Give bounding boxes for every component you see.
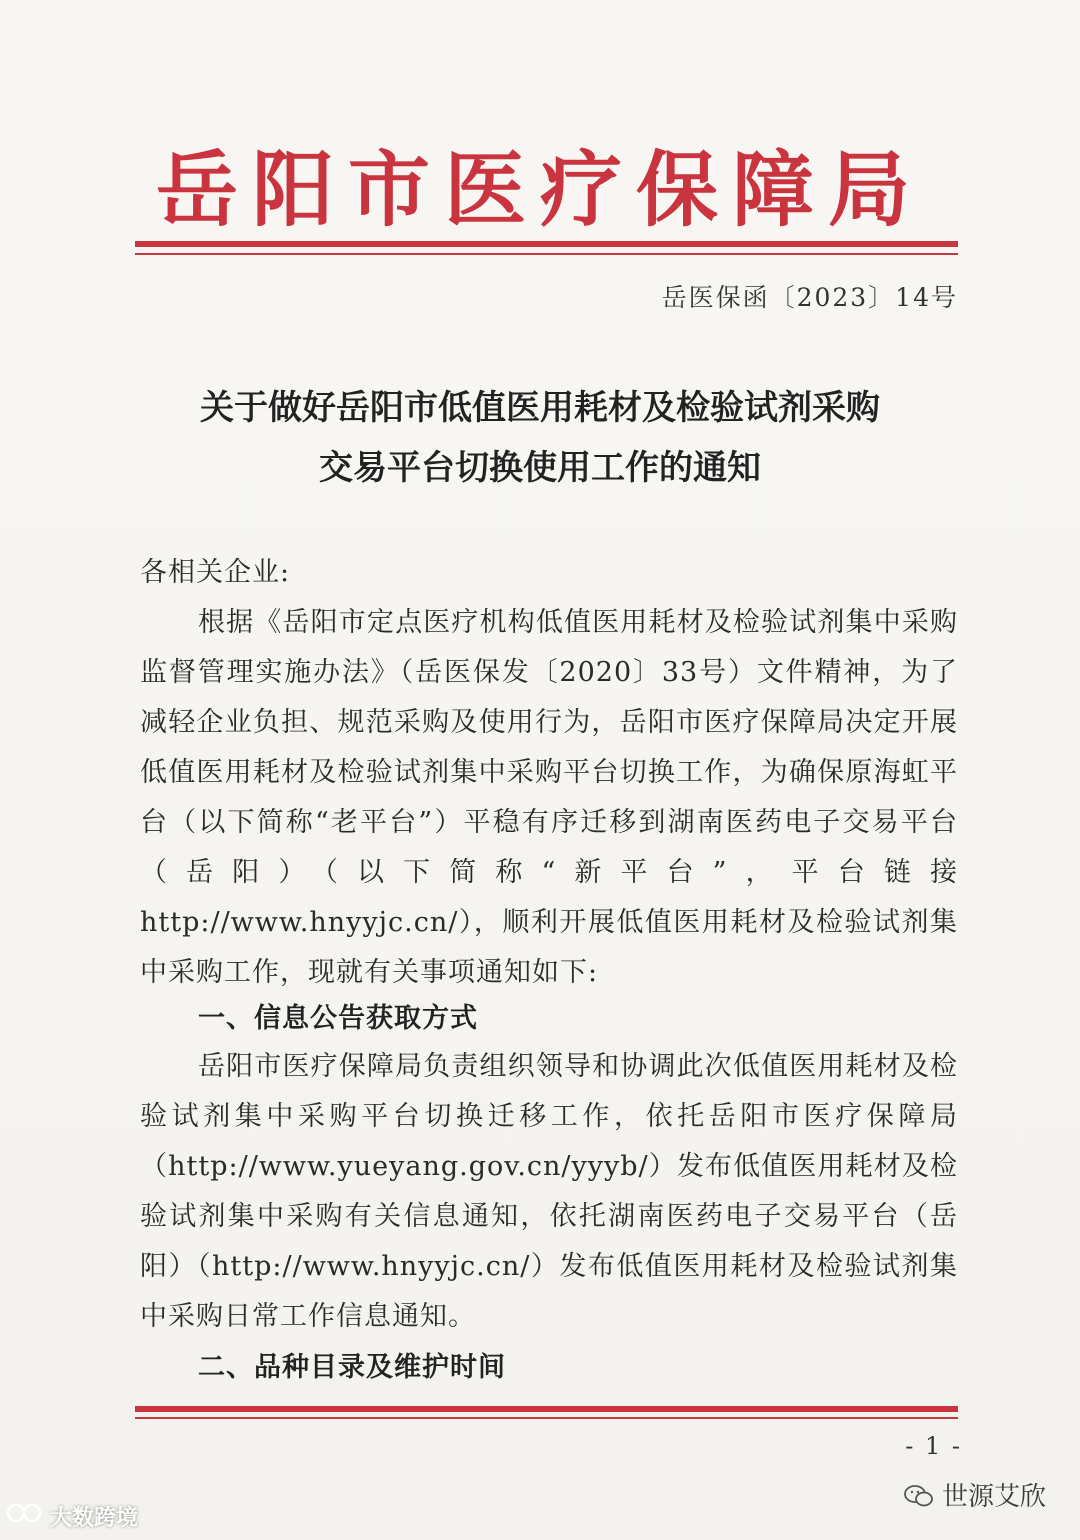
- section-heading-1: 一、信息公告获取方式: [198, 1003, 478, 1034]
- salutation: 各相关企业:: [140, 557, 291, 588]
- wechat-icon: [904, 1484, 932, 1506]
- body-paragraph-2: 岳阳市医疗保障局负责组织领导和协调此次低值医用耗材及检验试剂集中采购平台切换迁移工作，依托岳阳市医疗保障局（http://www.yueyang.gov.cn/yyyb/）发布低值医用耗材及检验试剂集中采购有关信息通知，依托湖南医药电子交易平台（岳阳）（http://www.hnyyjc.cn/）发布低值医用耗材及检验试剂集中采购日常工作信息通知。: [140, 1051, 958, 1332]
- letterhead-rule-thin: [135, 253, 958, 255]
- watermark-right-text: 世源艾欣: [941, 1482, 1046, 1512]
- footer-rule-thick: [135, 1406, 958, 1412]
- document-title-line-2: 交易平台切换使用工作的通知: [319, 448, 761, 488]
- watermark-right: [904, 1476, 1046, 1513]
- document-number: 岳医保函〔2023〕14号: [661, 283, 958, 312]
- body-paragraph-2-container: [140, 1042, 958, 1342]
- watermark-left-text: 大数跨境: [50, 1505, 139, 1531]
- document-title-line-1: 关于做好岳阳市低值医用耗材及检验试剂采购: [200, 388, 880, 428]
- footer-rule-thin: [135, 1417, 958, 1419]
- letterhead-title: 岳阳市医疗保障局: [155, 142, 924, 238]
- section-heading-2: 二、品种目录及维护时间: [198, 1352, 506, 1383]
- letterhead-rule-thick: [135, 241, 958, 247]
- logo-icon: [6, 1500, 46, 1532]
- body-paragraph-1: 根据《岳阳市定点医疗机构低值医用耗材及检验试剂集中采购监督管理实施办法》（岳医保发〔2020〕33号）文件精神，为了减轻企业负担、规范采购及使用行为，岳阳市医疗保障局决定开展低值医用耗材及检验试剂集中采购平台切换工作，为确保原海虹平台（以下简称“老平台”）平稳有序迁移到湖南医药电子交易平台（岳阳）（以下简称“新平台”，平台链接http://www.hnyyjc.cn/），顺利开展低值医用耗材及检验试剂集中采购工作，现就有关事项通知如下:: [140, 607, 958, 988]
- document-title: [100, 378, 980, 498]
- page-number: - 1 -: [905, 1432, 962, 1460]
- watermark-left: [6, 1500, 138, 1532]
- body-paragraph-1-container: [140, 598, 958, 998]
